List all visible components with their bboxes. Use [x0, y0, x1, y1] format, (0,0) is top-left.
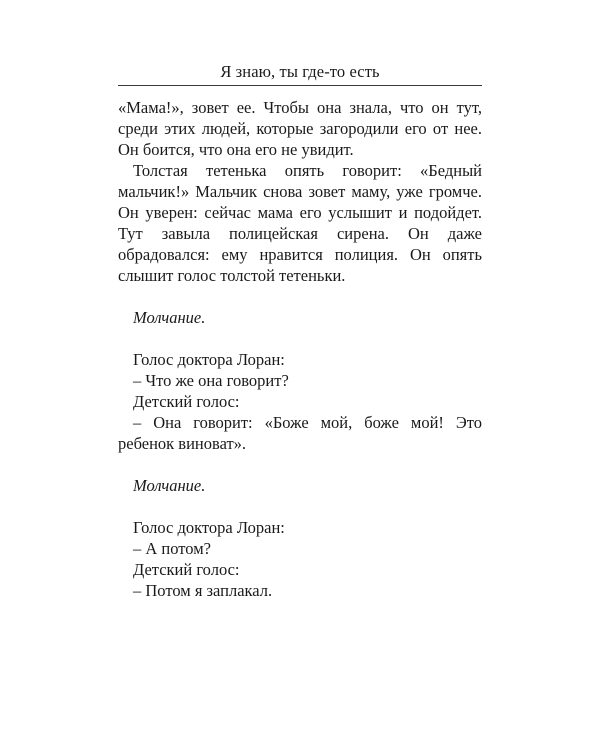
stage-direction: Молчание. [133, 476, 206, 495]
spacer [118, 496, 482, 517]
body-text [118, 97, 482, 601]
dialogue-line: Голос доктора Лоран: [133, 518, 285, 537]
dialogue-line: Детский голос: [133, 392, 240, 411]
dialogue-line: – Потом я заплакал. [133, 581, 273, 600]
dialogue-line: Голос доктора Лоран: [133, 350, 285, 369]
spacer [118, 328, 482, 349]
spacer [118, 286, 482, 307]
stage-direction: Молчание. [133, 308, 206, 327]
paragraph: Толстая тетенька опять говорит: «Бедный мальчик!» Мальчик снова зовет маму, уже громче. Он уверен: сейчас мама его услышит и подойдет. Тут завыла полицейская сирена. Он даже обрадовался: ему нравится полиция. Он опять слышит голос толстой тетеньки. [118, 161, 482, 285]
dialogue-line: – Что же она говорит? [133, 371, 289, 390]
spacer [118, 454, 482, 475]
running-title: Я знаю, ты где-то есть [220, 62, 380, 81]
dialogue-line: Детский голос: [133, 560, 240, 579]
dialogue-line: – Она говорит: «Боже мой, боже мой! Это ребенок виноват». [118, 413, 482, 453]
header-rule [118, 85, 482, 86]
paragraph: «Мама!», зовет ее. Чтобы она знала, что он тут, среди этих людей, которые загородили его от нее. Он боится, что она его не увидит. [118, 98, 482, 159]
dialogue-line: – А потом? [133, 539, 211, 558]
